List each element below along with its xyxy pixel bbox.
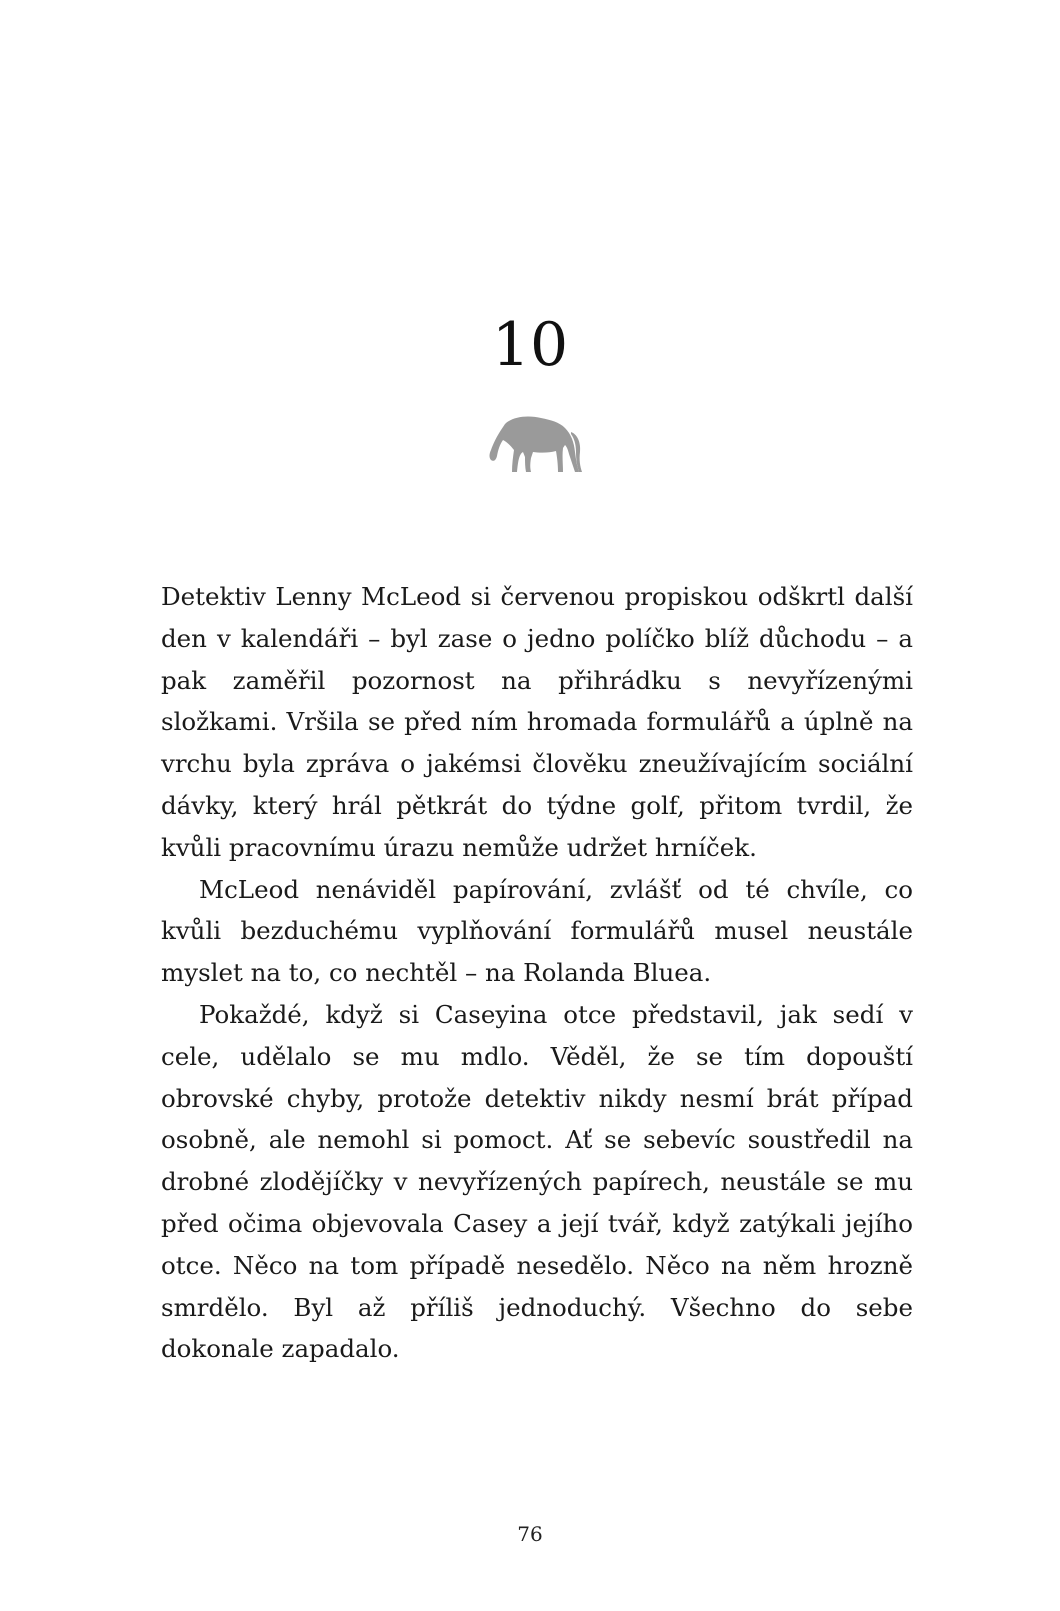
paragraph: Detektiv Lenny McLeod si červenou propiskou odškrtl další den v kalendáři – byl zase o jedno políčko blíž důchodu – a pak zaměřil pozornost na přihrádku s nevyřízenými složkami. Vršila se před ním hromada formulářů a úplně na vrchu byla zpráva o jakémsi člověku zneužívajícím sociální dávky, který hrál pětkrát do týdne golf, přitom tvrdil, že kvůli pracovnímu úrazu nemůže udržet hrníček. <box>161 582 913 862</box>
chapter-number: 10 <box>491 310 569 380</box>
paragraph: McLeod nenáviděl papírování, zvlášť od té chvíle, co kvůli bezduchému vyplňování formulářů musel neustále myslet na to, co nechtěl – na Rolanda Bluea. <box>161 874 913 988</box>
page-number: 76 <box>517 1522 543 1546</box>
horse-icon <box>483 410 583 482</box>
chapter-text <box>161 576 913 1370</box>
paragraph: Pokaždé, když si Caseyina otce představil, jak sedí v cele, udělalo se mu mdlo. Věděl, že se tím dopouští obrovské chyby, protože detektiv nikdy nesmí brát případ osobně, ale nemohl si pomoct. Ať se sebevíc soustředil na drobné zlodějíčky v nevyřízených papírech, neustále se mu před očima objevovala Casey a její tvář, když zatýkali jejího otce. Něco na tom případě nesedělo. Něco na něm hrozně smrdělo. Byl až příliš jednoduchý. Všechno do sebe dokonale zapadalo. <box>161 999 913 1364</box>
